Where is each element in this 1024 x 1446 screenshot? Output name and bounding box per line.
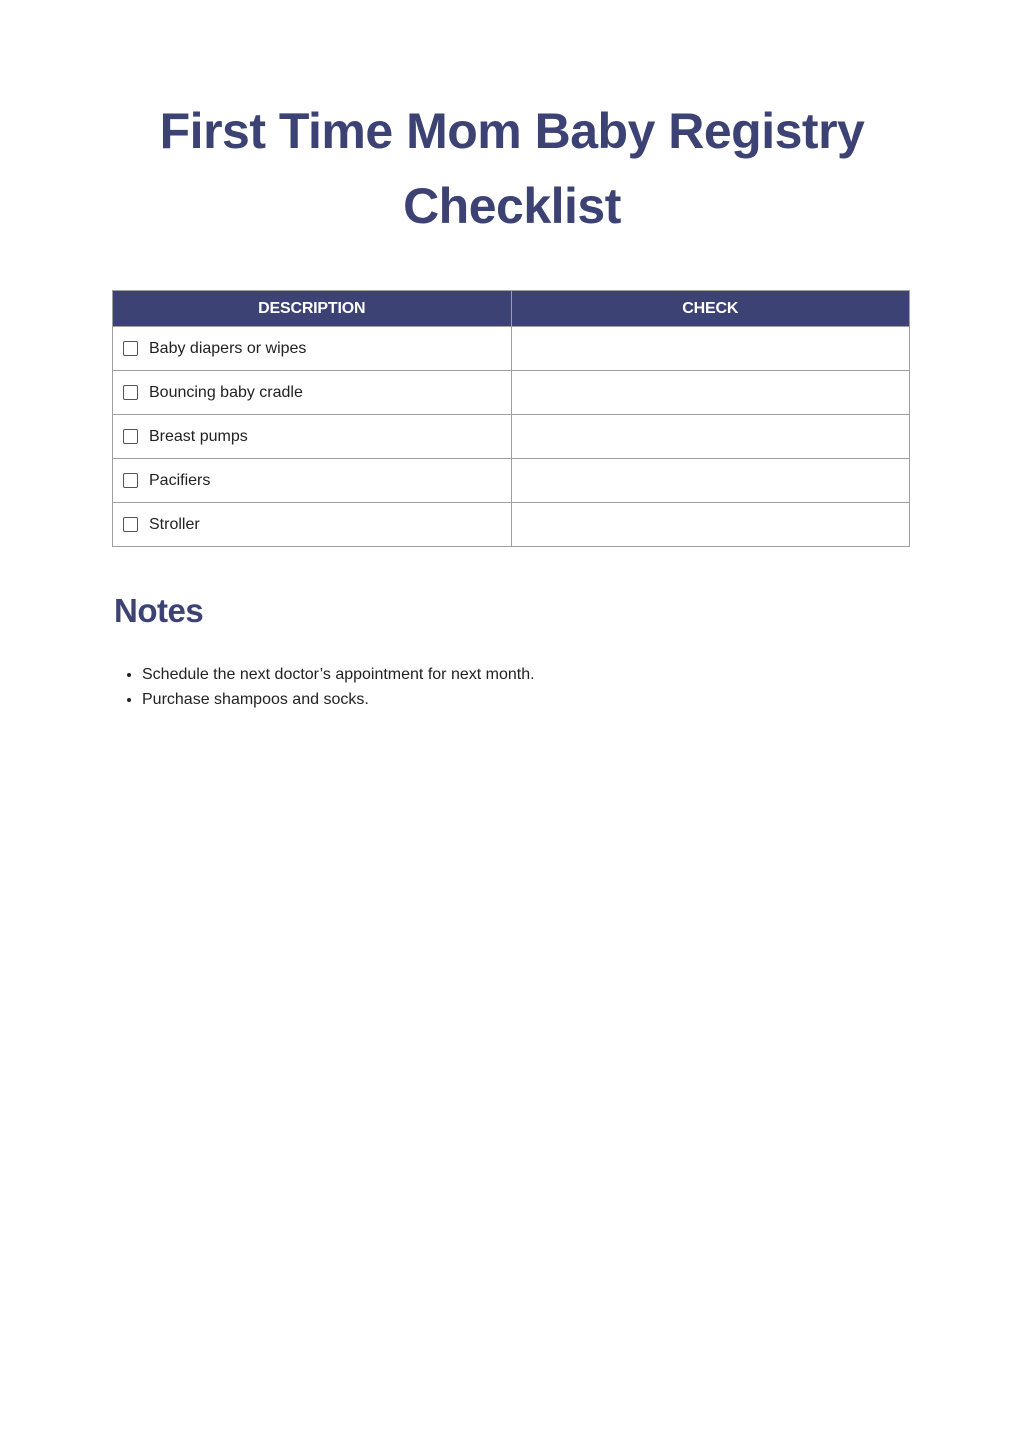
item-label: Pacifiers — [149, 471, 211, 489]
table-row — [113, 415, 910, 459]
description-cell — [113, 415, 512, 459]
table-row — [113, 503, 910, 547]
check-cell[interactable] — [511, 503, 910, 547]
description-cell — [113, 327, 512, 371]
description-column-header: DESCRIPTION — [113, 291, 512, 327]
item-label: Stroller — [149, 515, 200, 533]
checklist-table — [112, 290, 910, 547]
item-label: Breast pumps — [149, 427, 248, 445]
item-checkbox[interactable] — [123, 385, 138, 400]
notes-list — [114, 662, 535, 712]
item-checkbox[interactable] — [123, 517, 138, 532]
item-checkbox[interactable] — [123, 473, 138, 488]
table-header-row — [113, 291, 910, 327]
check-cell[interactable] — [511, 415, 910, 459]
description-cell — [113, 371, 512, 415]
check-cell[interactable] — [511, 327, 910, 371]
item-checkbox[interactable] — [123, 341, 138, 356]
note-item: • Purchase shampoos and socks. — [142, 687, 535, 712]
item-checkbox[interactable] — [123, 429, 138, 444]
description-cell — [113, 459, 512, 503]
check-cell[interactable] — [511, 459, 910, 503]
check-column-header: CHECK — [511, 291, 910, 327]
table-row — [113, 459, 910, 503]
notes-heading: Notes — [114, 592, 204, 629]
item-label: Bouncing baby cradle — [149, 383, 303, 401]
table-row — [113, 371, 910, 415]
check-cell[interactable] — [511, 371, 910, 415]
description-cell — [113, 503, 512, 547]
note-item: • Schedule the next doctor’s appointment for next month. — [142, 662, 535, 687]
table-row — [113, 327, 910, 371]
item-label: Baby diapers or wipes — [149, 339, 307, 357]
page-title: First Time Mom Baby Registry Checklist — [159, 103, 865, 234]
